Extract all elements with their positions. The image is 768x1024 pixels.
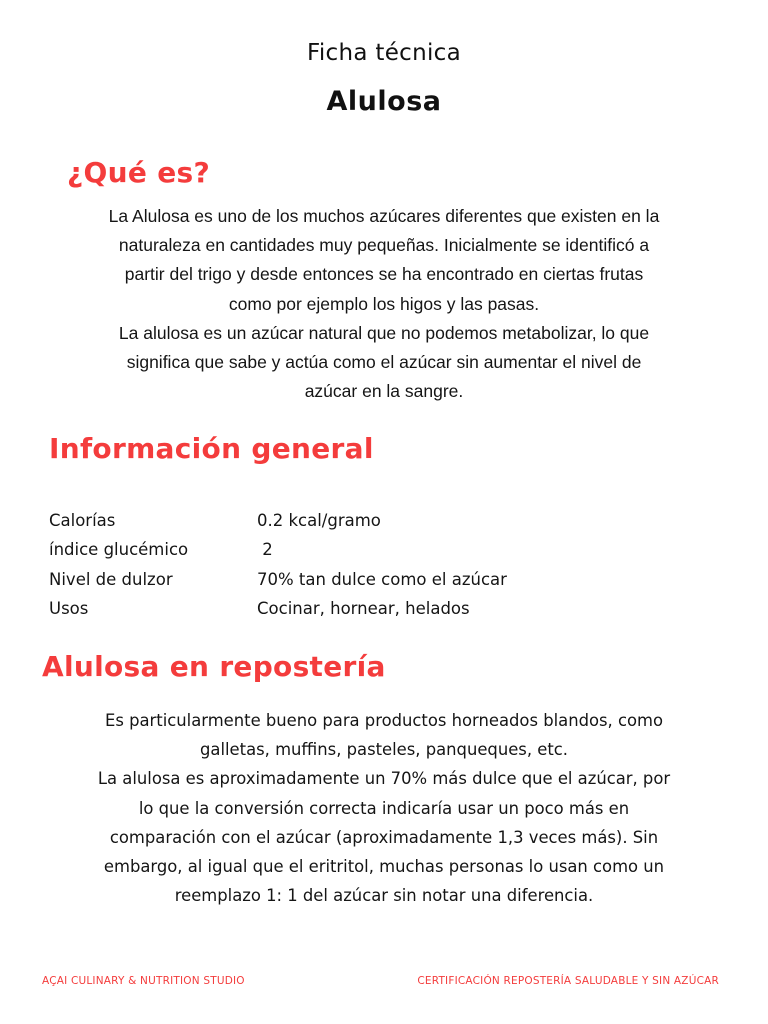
- que-es-paragraph: [40, 202, 728, 406]
- paragraph-line: La alulosa es un azúcar natural que no podemos metabolizar, lo que: [118, 322, 650, 343]
- document-title: Alulosa: [326, 86, 442, 117]
- section-heading-informacion-general: Información general: [49, 432, 374, 465]
- paragraph-line: azúcar en la sangre.: [304, 381, 464, 402]
- info-row: [49, 506, 507, 535]
- paragraph-line: galletas, muffins, pasteles, panqueques, etc.: [200, 740, 568, 760]
- info-value: 0.2 kcal/gramo: [257, 511, 381, 531]
- document-kicker: Ficha técnica: [307, 40, 461, 66]
- paragraph-line: La alulosa es aproximadamente un 70% más dulce que el azúcar, por: [97, 769, 671, 789]
- paragraph-line: significa que sabe y actúa como el azúcar sin aumentar el nivel de: [126, 352, 642, 373]
- paragraph-line: como por ejemplo los higos y las pasas.: [228, 293, 540, 314]
- info-value: Cocinar, hornear, helados: [257, 599, 470, 619]
- paragraph-line: reemplazo 1: 1 del azúcar sin notar una diferencia.: [174, 886, 594, 906]
- paragraph-line: lo que la conversión correcta indicaría usar un poco más en: [138, 798, 630, 818]
- paragraph-line: comparación con el azúcar (aproximadamente 1,3 veces más). Sin: [109, 827, 659, 847]
- info-row: [49, 535, 507, 564]
- section-heading-alulosa-reposteria: Alulosa en repostería: [42, 650, 386, 683]
- info-table: [49, 506, 507, 623]
- paragraph-line: partir del trigo y desde entonces se ha encontrado en ciertas frutas: [124, 264, 644, 285]
- info-row: [49, 565, 507, 594]
- info-value: 2: [257, 540, 273, 560]
- footer-studio-name: AÇAI CULINARY & NUTRITION STUDIO: [42, 975, 245, 987]
- footer-certification: CERTIFICACIÓN REPOSTERÍA SALUDABLE Y SIN AZÚCAR: [417, 975, 719, 987]
- info-value: 70% tan dulce como el azúcar: [257, 569, 507, 589]
- paragraph-line: La Alulosa es uno de los muchos azúcares diferentes que existen en la: [108, 206, 660, 226]
- paragraph-line: Es particularmente bueno para productos horneados blandos, como: [104, 711, 664, 730]
- info-label: índice glucémico: [49, 540, 189, 560]
- paragraph-line: embargo, al igual que el eritritol, muchas personas lo usan como un: [103, 857, 665, 877]
- info-label: Usos: [49, 599, 89, 619]
- section-heading-que-es: ¿Qué es?: [67, 156, 211, 189]
- paragraph-line: naturaleza en cantidades muy pequeñas. Inicialmente se identificó a: [118, 235, 650, 256]
- reposteria-paragraph: [40, 706, 728, 910]
- info-label: Nivel de dulzor: [49, 569, 173, 589]
- info-row: [49, 594, 507, 623]
- info-label: Calorías: [49, 511, 116, 531]
